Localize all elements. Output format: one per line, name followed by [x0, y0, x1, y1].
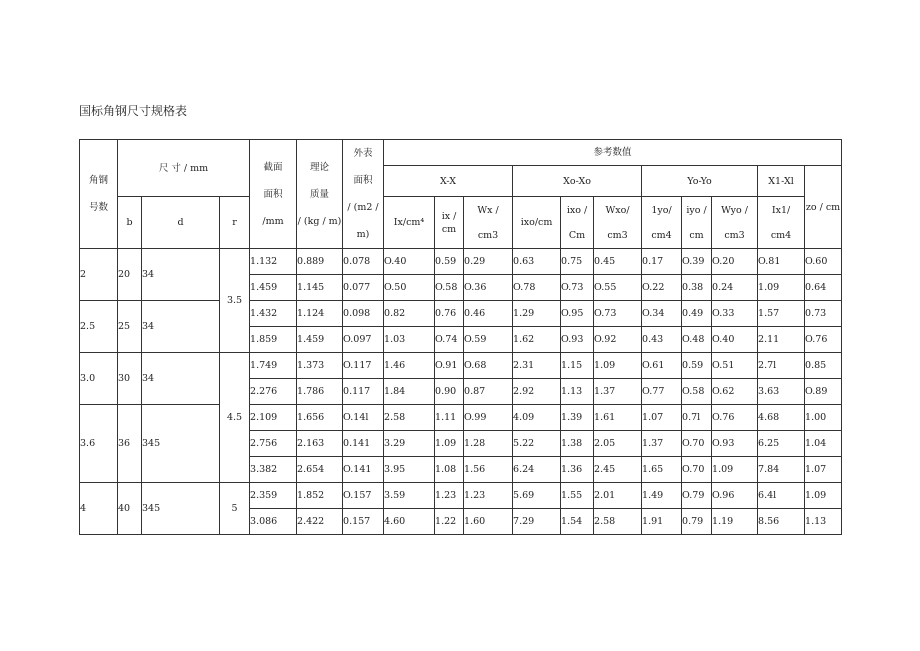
value-cell: O.58: [435, 275, 464, 301]
value-cell: O.93: [712, 431, 758, 457]
ix-radius-header: ix / cm: [435, 197, 464, 249]
ix1-header: Ix1/ cm4: [758, 197, 805, 249]
value-cell: 1.432: [250, 301, 297, 327]
value-cell: 0.73: [805, 301, 842, 327]
value-cell: 6.25: [758, 431, 805, 457]
value-cell: 2.01: [594, 483, 642, 509]
value-cell: O.20: [712, 249, 758, 275]
value-cell: 1.37: [642, 431, 682, 457]
value-cell: O.51: [712, 353, 758, 379]
value-cell: O.58: [682, 379, 712, 405]
value-cell: 2.109: [250, 405, 297, 431]
value-cell: 1.65: [642, 457, 682, 483]
d-header: d: [142, 197, 220, 249]
wyo-header: Wyo / cm3: [712, 197, 758, 249]
value-cell: 0.87: [464, 379, 513, 405]
b-cell: 25: [118, 301, 142, 353]
value-cell: 1.09: [758, 275, 805, 301]
value-cell: 1.57: [758, 301, 805, 327]
value-cell: 1.859: [250, 327, 297, 353]
value-cell: 1.22: [435, 509, 464, 535]
value-cell: 1.07: [805, 457, 842, 483]
value-cell: O.95: [561, 301, 594, 327]
value-cell: O.22: [642, 275, 682, 301]
iyo-radius-header: iyo / cm: [682, 197, 712, 249]
value-cell: O.76: [805, 327, 842, 353]
group-xo-xo: Xo-Xo: [513, 166, 642, 197]
value-cell: 1.38: [561, 431, 594, 457]
value-cell: O.93: [561, 327, 594, 353]
d-cell: 345: [142, 483, 220, 535]
value-cell: 1.46: [384, 353, 435, 379]
value-cell: 1.84: [384, 379, 435, 405]
value-cell: 4.68: [758, 405, 805, 431]
iyo-moment-header: 1yo/ cm4: [642, 197, 682, 249]
group-x1-x1: X1-Xl: [758, 166, 805, 197]
value-cell: 0.157: [343, 509, 384, 535]
value-cell: 1.36: [561, 457, 594, 483]
value-cell: 5.69: [513, 483, 561, 509]
value-cell: 1.15: [561, 353, 594, 379]
b-cell: 40: [118, 483, 142, 535]
value-cell: O.14l: [343, 405, 384, 431]
value-cell: 1.55: [561, 483, 594, 509]
value-cell: 3.59: [384, 483, 435, 509]
value-cell: 0.59: [435, 249, 464, 275]
value-cell: 0.43: [642, 327, 682, 353]
angle-no-cell: 3.0: [80, 353, 118, 405]
value-cell: O.92: [594, 327, 642, 353]
value-cell: 1.23: [435, 483, 464, 509]
value-cell: 3.382: [250, 457, 297, 483]
value-cell: 7.29: [513, 509, 561, 535]
value-cell: O.62: [712, 379, 758, 405]
value-cell: 5.22: [513, 431, 561, 457]
value-cell: 0.29: [464, 249, 513, 275]
value-cell: 1.00: [805, 405, 842, 431]
value-cell: 1.09: [594, 353, 642, 379]
table-row: [80, 353, 842, 379]
r-cell: 4.5: [220, 353, 250, 483]
value-cell: 0.75: [561, 249, 594, 275]
value-cell: 2.654: [297, 457, 343, 483]
value-cell: 1.124: [297, 301, 343, 327]
value-cell: O.097: [343, 327, 384, 353]
angle-steel-spec-table: [79, 139, 842, 535]
table-row: [80, 405, 842, 431]
b-cell: 36: [118, 405, 142, 483]
value-cell: O.73: [594, 301, 642, 327]
value-cell: 1.56: [464, 457, 513, 483]
value-cell: 0.38: [682, 275, 712, 301]
value-cell: 0.077: [343, 275, 384, 301]
value-cell: 1.19: [712, 509, 758, 535]
value-cell: 0.82: [384, 301, 435, 327]
value-cell: 1.11: [435, 405, 464, 431]
value-cell: 1.07: [642, 405, 682, 431]
value-cell: 0.889: [297, 249, 343, 275]
value-cell: 1.09: [435, 431, 464, 457]
wx-header: Wx / cm3: [464, 197, 513, 249]
value-cell: O.81: [758, 249, 805, 275]
value-cell: 0.117: [343, 379, 384, 405]
value-cell: 2.7l: [758, 353, 805, 379]
value-cell: 0.17: [642, 249, 682, 275]
mass-header: 理论 质量 / (kg / m): [297, 140, 343, 249]
value-cell: 0.098: [343, 301, 384, 327]
value-cell: O.99: [464, 405, 513, 431]
value-cell: 1.37: [594, 379, 642, 405]
document-title: 国标角钢尺寸规格表: [79, 104, 188, 118]
value-cell: 6.24: [513, 457, 561, 483]
value-cell: 2.422: [297, 509, 343, 535]
table-body: [80, 249, 842, 535]
value-cell: 4.09: [513, 405, 561, 431]
value-cell: 2.92: [513, 379, 561, 405]
value-cell: 1.13: [805, 509, 842, 535]
r-header: r: [220, 197, 250, 249]
value-cell: 1.60: [464, 509, 513, 535]
b-cell: 30: [118, 353, 142, 405]
value-cell: 2.45: [594, 457, 642, 483]
value-cell: 1.786: [297, 379, 343, 405]
value-cell: 1.28: [464, 431, 513, 457]
value-cell: 1.91: [642, 509, 682, 535]
value-cell: 0.49: [682, 301, 712, 327]
value-cell: 1.749: [250, 353, 297, 379]
value-cell: O.60: [805, 249, 842, 275]
wxo-header: Wxo/ cm3: [594, 197, 642, 249]
ref-values-header: 参考数值: [384, 140, 842, 166]
value-cell: 0.7l: [682, 405, 712, 431]
value-cell: O.117: [343, 353, 384, 379]
value-cell: 1.04: [805, 431, 842, 457]
value-cell: O.36: [464, 275, 513, 301]
value-cell: 0.24: [712, 275, 758, 301]
b-cell: 20: [118, 249, 142, 301]
value-cell: 2.276: [250, 379, 297, 405]
value-cell: 4.60: [384, 509, 435, 535]
value-cell: 1.49: [642, 483, 682, 509]
value-cell: O.33: [712, 301, 758, 327]
value-cell: 3.29: [384, 431, 435, 457]
value-cell: 2.11: [758, 327, 805, 353]
ixo-radius-header: ixo / Cm: [561, 197, 594, 249]
value-cell: 1.09: [712, 457, 758, 483]
value-cell: O.89: [805, 379, 842, 405]
ix-moment-header: Ix/cm⁴: [384, 197, 435, 249]
value-cell: 1.145: [297, 275, 343, 301]
value-cell: O.40: [712, 327, 758, 353]
group-x-x: X-X: [384, 166, 513, 197]
value-cell: 1.29: [513, 301, 561, 327]
value-cell: 2.05: [594, 431, 642, 457]
value-cell: 2.359: [250, 483, 297, 509]
value-cell: 0.141: [343, 431, 384, 457]
value-cell: O.157: [343, 483, 384, 509]
table-row: [80, 249, 842, 275]
d-cell: 345: [142, 405, 220, 483]
table-header: [80, 140, 842, 249]
value-cell: 0.46: [464, 301, 513, 327]
value-cell: O.79: [682, 483, 712, 509]
value-cell: O.91: [435, 353, 464, 379]
value-cell: 1.61: [594, 405, 642, 431]
surface-header: 外表 面积 / (m2 / m): [343, 140, 384, 249]
value-cell: O.59: [464, 327, 513, 353]
value-cell: 8.56: [758, 509, 805, 535]
value-cell: 2.163: [297, 431, 343, 457]
value-cell: O.96: [712, 483, 758, 509]
table-row: [80, 483, 842, 509]
value-cell: 0.45: [594, 249, 642, 275]
value-cell: 0.078: [343, 249, 384, 275]
value-cell: O.70: [682, 431, 712, 457]
value-cell: 1.09: [805, 483, 842, 509]
value-cell: O.76: [712, 405, 758, 431]
area-header: 截面 面积 /mm: [250, 140, 297, 249]
value-cell: 1.03: [384, 327, 435, 353]
value-cell: 0.59: [682, 353, 712, 379]
angle-no-header: 角钢 号数: [80, 140, 118, 249]
value-cell: O.78: [513, 275, 561, 301]
value-cell: 2.31: [513, 353, 561, 379]
value-cell: 1.852: [297, 483, 343, 509]
value-cell: 2.58: [594, 509, 642, 535]
value-cell: 1.373: [297, 353, 343, 379]
value-cell: 1.13: [561, 379, 594, 405]
angle-no-cell: 2: [80, 249, 118, 301]
value-cell: O.73: [561, 275, 594, 301]
ixo-moment-header: ixo/cm: [513, 197, 561, 249]
zo-header: zo / cm: [805, 166, 842, 249]
value-cell: 0.64: [805, 275, 842, 301]
value-cell: O.48: [682, 327, 712, 353]
value-cell: O.68: [464, 353, 513, 379]
value-cell: 1.62: [513, 327, 561, 353]
value-cell: 0.76: [435, 301, 464, 327]
d-cell: 34: [142, 301, 220, 353]
value-cell: O.61: [642, 353, 682, 379]
value-cell: 0.79: [682, 509, 712, 535]
value-cell: 2.58: [384, 405, 435, 431]
value-cell: 0.90: [435, 379, 464, 405]
size-header: 尺 寸 / mm: [118, 140, 250, 197]
value-cell: O.55: [594, 275, 642, 301]
value-cell: O.141: [343, 457, 384, 483]
value-cell: 3.95: [384, 457, 435, 483]
value-cell: 1.459: [297, 327, 343, 353]
value-cell: O.40: [384, 249, 435, 275]
value-cell: 1.08: [435, 457, 464, 483]
angle-no-cell: 3.6: [80, 405, 118, 483]
value-cell: O.34: [642, 301, 682, 327]
value-cell: 6.4l: [758, 483, 805, 509]
value-cell: 1.54: [561, 509, 594, 535]
r-cell: 5: [220, 483, 250, 535]
value-cell: 1.656: [297, 405, 343, 431]
value-cell: O.70: [682, 457, 712, 483]
value-cell: 0.85: [805, 353, 842, 379]
value-cell: 3.086: [250, 509, 297, 535]
b-header: b: [118, 197, 142, 249]
value-cell: O.50: [384, 275, 435, 301]
value-cell: O.77: [642, 379, 682, 405]
value-cell: 1.132: [250, 249, 297, 275]
r-cell: 3.5: [220, 249, 250, 353]
table-row: [80, 301, 842, 327]
value-cell: 1.23: [464, 483, 513, 509]
value-cell: 3.63: [758, 379, 805, 405]
value-cell: 2.756: [250, 431, 297, 457]
angle-no-cell: 2.5: [80, 301, 118, 353]
d-cell: 34: [142, 353, 220, 405]
angle-no-cell: 4: [80, 483, 118, 535]
value-cell: O.39: [682, 249, 712, 275]
value-cell: 7.84: [758, 457, 805, 483]
value-cell: 0.63: [513, 249, 561, 275]
d-cell: 34: [142, 249, 220, 301]
value-cell: O.74: [435, 327, 464, 353]
group-yo-yo: Yo-Yo: [642, 166, 758, 197]
value-cell: 1.39: [561, 405, 594, 431]
value-cell: 1.459: [250, 275, 297, 301]
